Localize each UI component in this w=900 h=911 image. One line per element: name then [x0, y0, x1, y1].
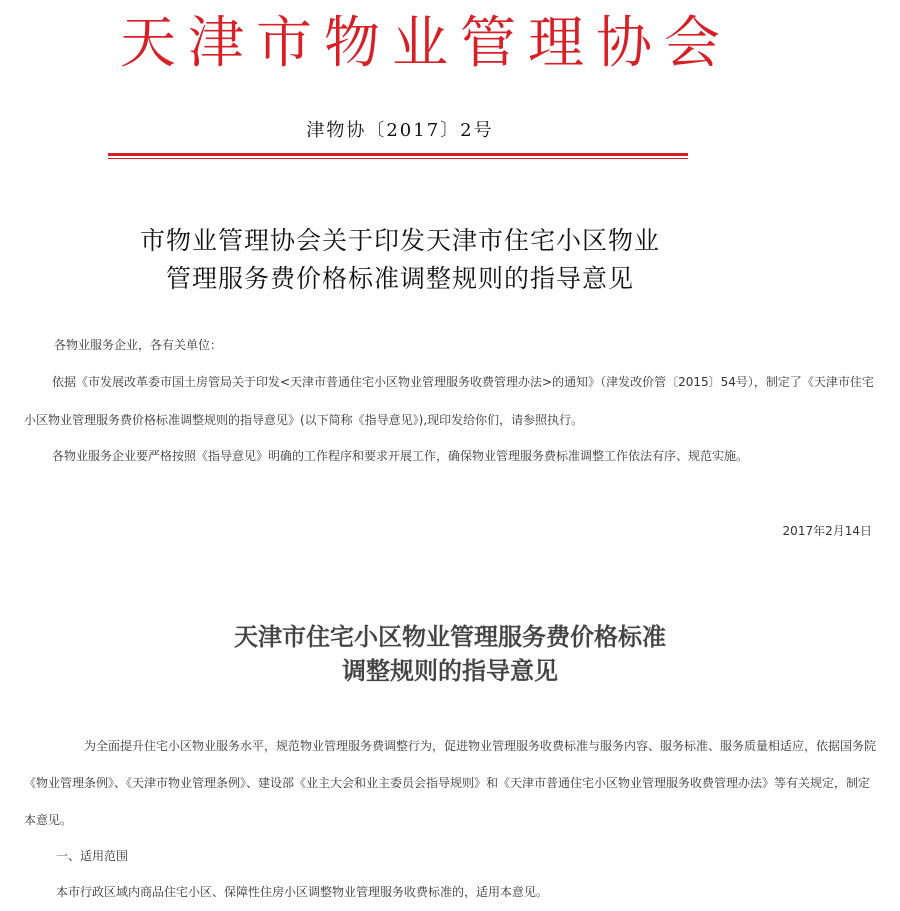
red-divider-thin	[108, 158, 688, 159]
heading-scope: 一、适用范围	[56, 849, 129, 863]
section-title-line-1: 天津市住宅小区物业管理服务费价格标准	[234, 623, 666, 651]
notice-title-line-2: 管理服务费价格标准调整规则的指导意见	[165, 264, 634, 293]
body-paragraph-2: 各物业服务企业要严格按照《指导意见》明确的工作程序和要求开展工作，确保物业管理服务费标准调整工作依法有序、规范实施。	[52, 449, 749, 463]
red-divider	[108, 153, 688, 160]
issue-date: 2017年2月14日	[782, 524, 872, 538]
body-paragraph-1: 依据《市发展改革委市国土房管局关于印发<天津市普通住宅小区物业管理服务收费管理办法>的通知》（津发改价管〔2015〕54号），制定了《天津市住宅小区物业管理服务费价格标准调整规则的指导意见》(以下简称《指导意见》),现印发给你们，请参照执行。	[24, 375, 874, 427]
section-title	[170, 620, 730, 688]
red-divider-thick	[108, 153, 688, 156]
notice-title	[60, 222, 740, 298]
scope-paragraph: 本市行政区域内商品住宅小区、保障性住房小区调整物业管理服务收费标准的，适用本意见。	[56, 885, 549, 899]
document-number: 津物协〔2017〕2号	[306, 120, 494, 141]
notice-title-line-1: 市物业管理协会关于印发天津市住宅小区物业	[139, 226, 660, 255]
intro-paragraph: 为全面提升住宅小区物业服务水平，规范物业管理服务费调整行为，促进物业管理服务收费标准与服务内容、服务标准、服务质量相适应，依据国务院《物业管理条例》、《天津市物业管理条例》、建设部《业主大会和业主委员会指导规则》和《天津市普通住宅小区物业管理服务收费管理办法》等有关规定，制定本意见。	[24, 739, 877, 827]
section-title-line-2: 调整规则的指导意见	[342, 657, 558, 685]
masthead-title: 天津市物业管理协会	[120, 11, 732, 76]
salutation: 各物业服务企业，各有关单位：	[54, 338, 223, 352]
